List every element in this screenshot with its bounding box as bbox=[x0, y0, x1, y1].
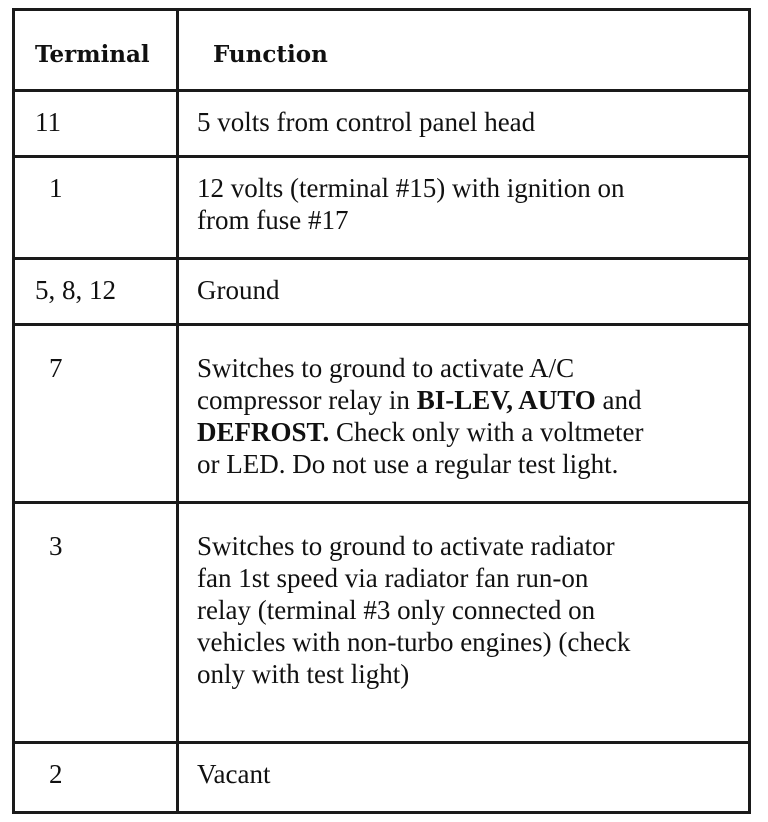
function-line: only with test light) bbox=[197, 659, 410, 689]
terminal-cell: 7 bbox=[14, 325, 178, 503]
terminal-cell: 1 bbox=[14, 157, 178, 259]
terminal-function-table-container bbox=[12, 8, 748, 812]
function-cell bbox=[178, 157, 750, 259]
table-row bbox=[14, 743, 750, 813]
table-row bbox=[14, 325, 750, 503]
function-cell bbox=[178, 743, 750, 813]
function-text: compressor relay in bbox=[197, 385, 417, 415]
function-cell bbox=[178, 503, 750, 743]
table-header-row bbox=[14, 10, 750, 91]
table-row bbox=[14, 503, 750, 743]
table-row bbox=[14, 91, 750, 157]
function-line bbox=[197, 416, 744, 448]
function-bold-text: BI-LEV, AUTO bbox=[416, 385, 596, 415]
table-row bbox=[14, 157, 750, 259]
table-row bbox=[14, 259, 750, 325]
function-line: relay (terminal #3 only connected on bbox=[197, 595, 596, 625]
function-line bbox=[197, 384, 744, 416]
function-line: 5 volts from control panel head bbox=[197, 107, 536, 137]
function-line: Switches to ground to activate A/C bbox=[197, 353, 575, 383]
function-line: 12 volts (terminal #15) with ignition on bbox=[197, 173, 625, 203]
function-line: Vacant bbox=[197, 759, 271, 789]
function-bold-text: DEFROST. bbox=[197, 417, 330, 447]
function-line: from fuse #17 bbox=[197, 205, 349, 235]
terminal-cell: 3 bbox=[14, 503, 178, 743]
function-text: Check only with a voltmeter bbox=[329, 417, 644, 447]
function-line: Switches to ground to activate radiator bbox=[197, 531, 615, 561]
function-cell bbox=[178, 325, 750, 503]
terminal-function-table bbox=[12, 8, 751, 814]
function-line: Ground bbox=[197, 275, 280, 305]
function-text: and bbox=[595, 385, 642, 415]
function-line: fan 1st speed via radiator fan run-on bbox=[197, 563, 589, 593]
function-line: or LED. Do not use a regular test light. bbox=[197, 449, 619, 479]
function-line: vehicles with non-turbo engines) (check bbox=[197, 627, 631, 657]
terminal-cell: 11 bbox=[14, 91, 178, 157]
terminal-cell: 5, 8, 12 bbox=[14, 259, 178, 325]
header-terminal: Terminal bbox=[14, 10, 178, 91]
header-function: Function bbox=[178, 10, 750, 91]
function-cell bbox=[178, 259, 750, 325]
function-cell bbox=[178, 91, 750, 157]
terminal-cell: 2 bbox=[14, 743, 178, 813]
